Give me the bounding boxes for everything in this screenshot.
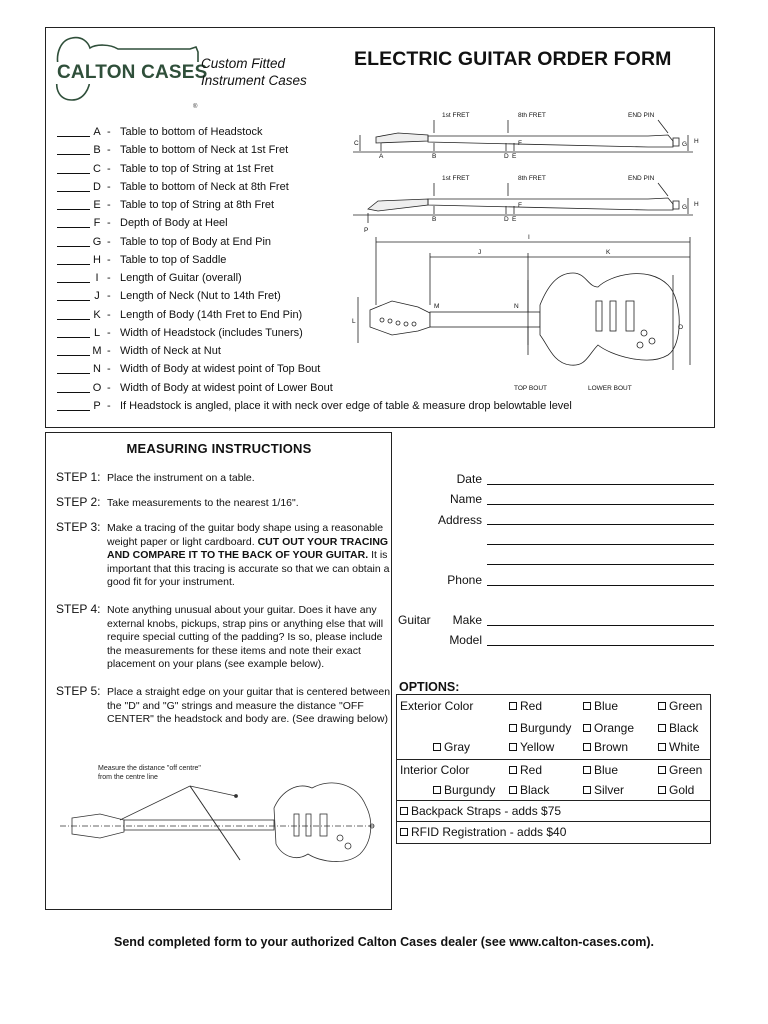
measurement-dash: - — [107, 399, 111, 412]
address-field-2[interactable] — [487, 544, 714, 545]
measurement-input[interactable] — [57, 264, 90, 265]
make-label: Make — [452, 613, 482, 627]
measurement-letter: M — [92, 345, 102, 357]
drawing-note-line-1: Measure the distance "off centre" — [98, 765, 201, 772]
exterior-color-label: Exterior Color — [400, 699, 474, 713]
interior-black[interactable] — [509, 783, 549, 797]
diagram-letter-b-2: B — [432, 216, 437, 223]
exterior-brown[interactable] — [583, 740, 628, 754]
option-label: Black — [669, 721, 699, 735]
measurement-input[interactable] — [57, 410, 90, 411]
measurement-dash: - — [107, 381, 111, 394]
checkbox-icon[interactable] — [433, 786, 441, 794]
option-label: Silver — [594, 783, 625, 797]
measurement-description: Length of Neck (Nut to 14th Fret) — [120, 290, 281, 303]
step-3-text-bold: CUT OUT YOUR TRACING AND COMPARE IT TO THE BACK OF YOUR GUITAR. — [107, 535, 389, 562]
measurement-description: Width of Neck at Nut — [120, 345, 221, 357]
measurement-letter: P — [93, 399, 101, 412]
exterior-white[interactable] — [658, 740, 700, 754]
step-4-label: STEP 4: — [56, 602, 101, 616]
measurement-letter: A — [93, 126, 101, 138]
measurement-input[interactable] — [57, 337, 90, 338]
diagram-letter-m: M — [434, 303, 440, 310]
measurement-description: Table to top of String at 8th Fret — [120, 199, 275, 211]
date-label: Date — [456, 472, 482, 486]
diagram-letter-o: O — [678, 324, 684, 331]
guitar-measurement-diagram — [348, 105, 710, 405]
endpin-label-2: END PIN — [628, 175, 655, 182]
measurement-dash: - — [107, 162, 111, 175]
exterior-green[interactable] — [658, 699, 702, 713]
checkbox-icon[interactable] — [583, 766, 591, 774]
name-field[interactable] — [487, 504, 714, 505]
measurement-description: Table to bottom of Neck at 1st Fret — [120, 144, 289, 157]
step-2-text: Take measurements to the nearest 1/16". — [107, 497, 299, 509]
exterior-orange[interactable] — [583, 721, 634, 735]
step-2-label: STEP 2: — [56, 495, 101, 509]
interior-red[interactable] — [509, 763, 542, 777]
instructions-title: MEASURING INSTRUCTIONS — [126, 441, 312, 456]
option-label: Blue — [594, 699, 619, 713]
measurement-dash: - — [107, 290, 111, 303]
logo-text: CALTON CASES — [54, 62, 211, 84]
checkbox-icon[interactable] — [509, 766, 517, 774]
interior-color-label: Interior Color — [400, 763, 470, 777]
step-5-label: STEP 5: — [56, 684, 101, 698]
measurement-letter: N — [93, 363, 101, 376]
diagram-letter-d-2: D — [504, 216, 509, 223]
step-4-text: Note anything unusual about your guitar. Does it have any external knobs, pickups, strap pins or anything else that will require special cutting of the padding? Is so, please include the measurements for these items and note their exact placement on your plans (see example below). — [107, 604, 384, 671]
checkbox-icon[interactable] — [583, 702, 591, 710]
exterior-yellow[interactable] — [509, 740, 554, 754]
diagram-letter-e: E — [512, 153, 517, 160]
checkbox-icon[interactable] — [658, 702, 666, 710]
diagram-letter-k: K — [606, 249, 611, 256]
measurement-input[interactable] — [57, 227, 90, 228]
diagram-letter-f: F — [518, 140, 522, 147]
measurement-letter: J — [94, 290, 100, 303]
measurement-letter: L — [93, 326, 101, 339]
step-3-label: STEP 3: — [56, 520, 101, 534]
off-centre-drawing — [50, 758, 386, 876]
step-3-text — [107, 522, 392, 590]
measurement-input[interactable] — [57, 282, 90, 283]
diagram-letter-g: G — [682, 141, 688, 148]
measurement-letter: G — [92, 235, 102, 248]
fret1-label-2: 1st FRET — [442, 175, 470, 182]
checkbox-icon[interactable] — [583, 724, 591, 732]
measurement-dash: - — [107, 235, 111, 248]
measurement-description: Width of Body at widest point of Top Bout — [120, 363, 321, 376]
option-label: Burgundy — [520, 721, 572, 735]
exterior-blue[interactable] — [583, 699, 618, 713]
address-label: Address — [437, 513, 482, 527]
diagram-letter-h: H — [694, 138, 699, 145]
measurement-description: Table to top of String at 1st Fret — [120, 162, 274, 175]
model-label: Model — [449, 633, 482, 647]
measurement-letter: I — [95, 272, 99, 284]
measurement-letter: K — [93, 308, 101, 321]
measurement-input[interactable] — [57, 246, 90, 247]
lower-bout-label: LOWER BOUT — [588, 385, 632, 392]
diagram-letter-p: P — [364, 227, 369, 234]
guitar-label: Guitar — [398, 613, 431, 627]
option-label: Blue — [594, 763, 619, 777]
diagram-letter-d: D — [504, 153, 509, 160]
rfid-option[interactable] — [400, 825, 566, 839]
exterior-gray[interactable] — [433, 740, 470, 754]
diagram-letter-b: B — [432, 153, 437, 160]
diagram-letter-g-2: G — [682, 204, 688, 211]
measurement-input[interactable] — [57, 392, 90, 393]
exterior-burgundy[interactable] — [509, 721, 571, 735]
tagline — [201, 55, 307, 89]
tagline-line-2: Instrument Cases — [201, 73, 307, 88]
option-label: Brown — [594, 740, 629, 754]
option-label: Red — [520, 699, 543, 713]
measurement-dash: - — [107, 326, 111, 339]
diagram-letter-a: A — [379, 153, 384, 160]
step-1-label: STEP 1: — [56, 470, 101, 484]
name-label: Name — [449, 492, 482, 506]
footer-note: Send completed form to your authorized Calton Cases dealer (see www.calton-cases.com). — [114, 935, 654, 949]
checkbox-icon[interactable] — [400, 828, 408, 836]
measurement-letter: E — [93, 199, 101, 211]
checkbox-icon[interactable] — [509, 786, 517, 794]
measurement-dash: - — [107, 345, 111, 357]
interior-silver[interactable] — [583, 783, 624, 797]
option-label: Orange — [594, 721, 635, 735]
checkbox-icon[interactable] — [509, 702, 517, 710]
checkbox-icon[interactable] — [509, 724, 517, 732]
diagram-letter-i: I — [528, 234, 530, 241]
measurement-dash: - — [107, 253, 111, 266]
measurement-letter: H — [93, 253, 101, 266]
options-divider-3 — [396, 821, 711, 822]
measurement-input[interactable] — [57, 373, 90, 374]
measurement-description: Table to top of Body at End Pin — [120, 235, 272, 248]
options-divider-1 — [396, 759, 711, 760]
address-field-3[interactable] — [487, 564, 714, 565]
backpack-straps-option[interactable] — [400, 804, 561, 818]
option-label: Gray — [444, 740, 471, 754]
checkbox-icon[interactable] — [583, 743, 591, 751]
option-label: Green — [669, 699, 703, 713]
checkbox-icon[interactable] — [400, 807, 408, 815]
measurement-dash: - — [107, 126, 111, 138]
measurement-description: If Headstock is angled, place it with neck over edge of table & measure drop belowtable level — [120, 399, 572, 412]
measurement-description: Table to top of Saddle — [120, 253, 227, 266]
checkbox-icon[interactable] — [433, 743, 441, 751]
measurement-dash: - — [107, 199, 111, 211]
step-1-text: Place the instrument on a table. — [107, 472, 255, 484]
checkbox-icon[interactable] — [658, 786, 666, 794]
phone-field[interactable] — [487, 585, 714, 586]
checkbox-icon[interactable] — [509, 743, 517, 751]
option-label: Red — [520, 763, 543, 777]
svg-text:®: ® — [193, 104, 198, 110]
endpin-label: END PIN — [628, 112, 655, 119]
diagram-letter-l: L — [352, 318, 356, 325]
tagline-line-1: Custom Fitted — [201, 56, 286, 71]
options-divider-2 — [396, 800, 711, 801]
measurement-input[interactable] — [57, 136, 90, 137]
interior-gold[interactable] — [658, 783, 694, 797]
measurement-description: Table to bottom of Neck at 8th Fret — [120, 180, 289, 193]
measurement-letter: B — [93, 144, 101, 157]
measurement-input[interactable] — [57, 209, 90, 210]
measurement-dash: - — [107, 217, 111, 230]
measurement-description: Width of Headstock (includes Tuners) — [120, 326, 303, 339]
model-field[interactable] — [487, 645, 714, 646]
option-label: Backpack Straps - adds $75 — [411, 804, 562, 818]
checkbox-icon[interactable] — [658, 743, 666, 751]
phone-label: Phone — [447, 573, 482, 587]
diagram-letter-e-2: E — [512, 216, 517, 223]
interior-burgundy[interactable] — [433, 783, 495, 797]
measurement-input[interactable] — [57, 191, 90, 192]
step-5-text: Place a straight edge on your guitar that is centered between the "D" and "G" strings and measure the distance "OFF CENTER" the headstock and body are. (See drawing below) — [107, 686, 391, 726]
measurement-input[interactable] — [57, 355, 90, 356]
exterior-red[interactable] — [509, 699, 542, 713]
top-bout-label: TOP BOUT — [514, 385, 547, 392]
address-field-1[interactable] — [487, 524, 714, 525]
checkbox-icon[interactable] — [658, 766, 666, 774]
form-title: ELECTRIC GUITAR ORDER FORM — [354, 48, 672, 70]
checkbox-icon[interactable] — [583, 786, 591, 794]
make-field[interactable] — [487, 625, 714, 626]
option-label: Black — [520, 783, 550, 797]
measurement-input[interactable] — [57, 154, 90, 155]
drawing-note-line-2: from the centre line — [98, 774, 158, 781]
measurement-input[interactable] — [57, 300, 90, 301]
options-title: OPTIONS: — [399, 680, 460, 694]
option-label: Gold — [669, 783, 695, 797]
measurement-description: Table to bottom of Headstock — [120, 126, 263, 138]
option-label: Green — [669, 763, 703, 777]
fret8-label: 8th FRET — [518, 112, 546, 119]
option-label: RFID Registration - adds $40 — [411, 825, 567, 839]
diagram-letter-n: N — [514, 303, 519, 310]
diagram-letter-h-2: H — [694, 201, 699, 208]
diagram-letter-c: C — [354, 140, 359, 147]
measurement-input[interactable] — [57, 319, 90, 320]
step-3-text-a: Make a tracing of the guitar body shape using a reasonable weight paper or light cardboard. — [107, 522, 384, 548]
measurement-letter: C — [93, 162, 101, 175]
interior-blue[interactable] — [583, 763, 618, 777]
measurement-description: Length of Body (14th Fret to End Pin) — [120, 308, 303, 321]
option-label: Burgundy — [444, 783, 496, 797]
measurement-dash: - — [107, 363, 111, 376]
measurement-description: Length of Guitar (overall) — [120, 272, 242, 284]
measurement-description: Depth of Body at Heel — [120, 217, 228, 230]
fret1-label: 1st FRET — [442, 112, 470, 119]
measurement-letter: O — [92, 381, 102, 394]
checkbox-icon[interactable] — [658, 724, 666, 732]
measurement-dash: - — [107, 144, 111, 157]
exterior-black[interactable] — [658, 721, 698, 735]
interior-green[interactable] — [658, 763, 702, 777]
measurement-dash: - — [107, 272, 111, 284]
measurement-description: Width of Body at widest point of Lower Bout — [120, 381, 333, 394]
step-3-text-b: It is important that this tracing is accurate so that we can obtain a good fit for your instrument. — [107, 549, 390, 589]
measurement-letter: F — [93, 217, 101, 230]
diagram-letter-j: J — [478, 249, 482, 256]
date-field[interactable] — [487, 484, 714, 485]
option-label: White — [669, 740, 700, 754]
diagram-letter-f-2: F — [518, 202, 522, 209]
measurement-letter: D — [93, 180, 101, 193]
fret8-label-2: 8th FRET — [518, 175, 546, 182]
option-label: Yellow — [520, 740, 555, 754]
measurement-dash: - — [107, 180, 111, 193]
measurement-dash: - — [107, 308, 111, 321]
measurement-input[interactable] — [57, 173, 90, 174]
